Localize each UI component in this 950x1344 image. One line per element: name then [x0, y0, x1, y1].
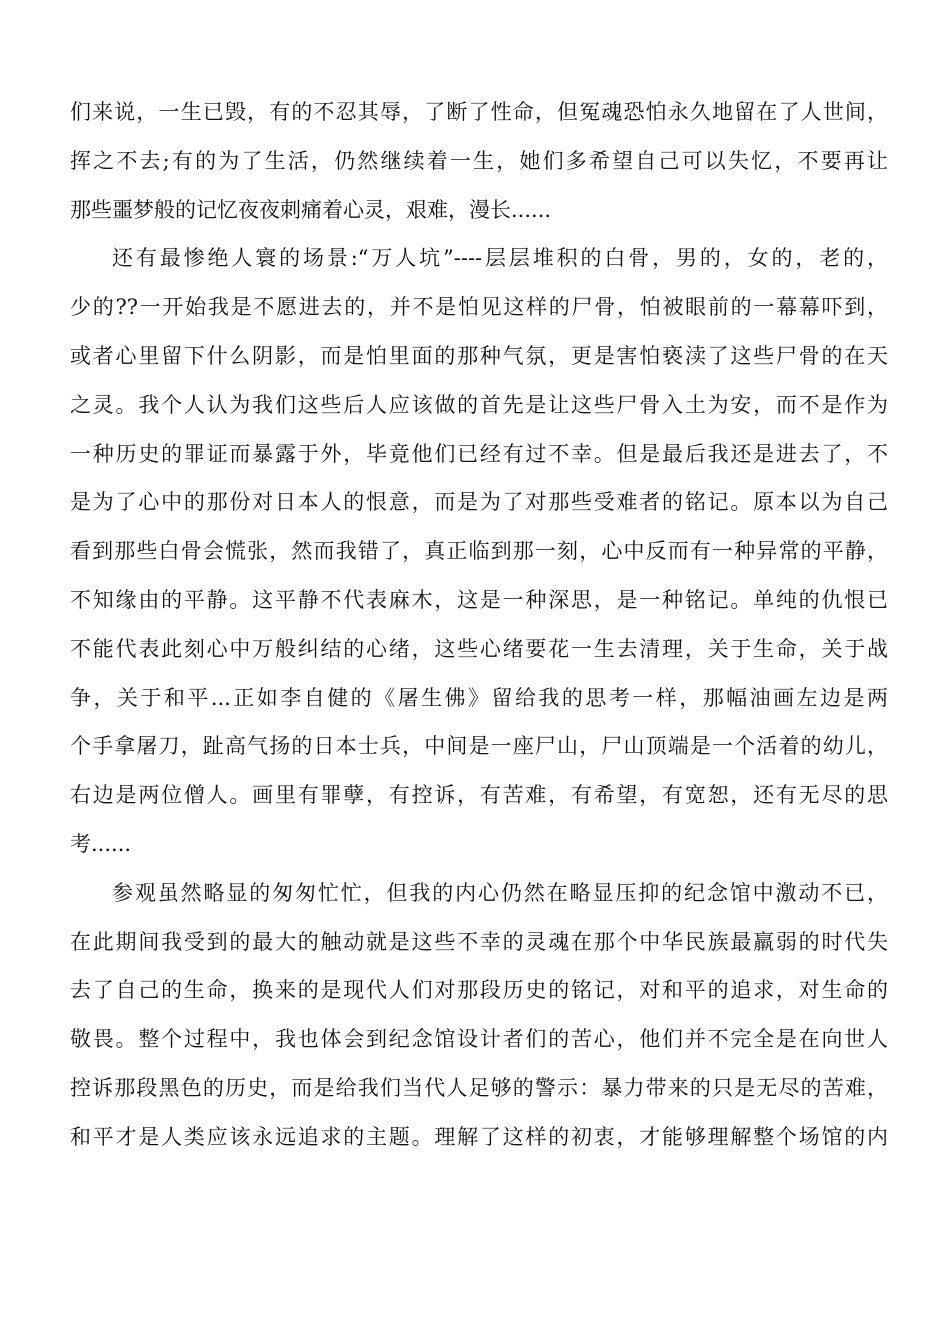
paragraph-1 [70, 88, 888, 234]
text-line: 少的??一开始我是不愿进去的，并不是怕见这样的尸骨，怕被眼前的一幕幕吓到， [70, 295, 888, 320]
text-line: 不知缘由的平静。这平静不代表麻木，这是一种深思，是一种铭记。单纯的仇恨已 [70, 587, 888, 612]
text-line: 去了自己的生命，换来的是现代人们对那段历史的铭记，对和平的追求，对生命的 [70, 978, 888, 1003]
text-line: 之灵。我个人认为我们这些后人应该做的首先是让这些尸骨入土为安，而不是作为 [70, 392, 888, 417]
text-line: 和平才是人类应该永远追求的主题。理解了这样的初衷，才能够理解整个场馆的内 [70, 1124, 888, 1149]
text-line: 敬畏。整个过程中，我也体会到纪念馆设计者们的苦心，他们并不完全是在向世人 [70, 1027, 888, 1052]
text-line: 是为了心中的那份对日本人的恨意，而是为了对那些受难者的铭记。原本以为自己 [70, 490, 888, 515]
text-line: 还有最惨绝人寰的场景:“万人坑”----层层堆积的白骨，男的，女的，老的， [112, 246, 888, 271]
paragraph-3 [70, 869, 888, 1162]
text-line: 考...... [70, 831, 132, 856]
text-line: 那些噩梦般的记忆夜夜刺痛着心灵，艰难，漫长...... [70, 197, 552, 222]
text-line: 或者心里留下什么阴影，而是怕里面的那种气氛，更是害怕亵渎了这些尸骨的在天 [70, 343, 888, 368]
paragraph-2 [70, 234, 888, 868]
text-line: 参观虽然略显的匆匆忙忙，但我的内心仍然在略显压抑的纪念馆中激动不已， [112, 880, 888, 905]
text-line: 控诉那段黑色的历史，而是给我们当代人足够的警示：暴力带来的只是无尽的苦难， [70, 1075, 888, 1100]
text-line: 看到那些白骨会慌张，然而我错了，真正临到那一刻，心中反而有一种异常的平静， [70, 539, 888, 564]
text-line: 在此期间我受到的最大的触动就是这些不幸的灵魂在那个中华民族最羸弱的时代失 [70, 929, 888, 954]
text-line: 不能代表此刻心中万般纠结的心绪，这些心绪要花一生去清理，关于生命，关于战 [70, 636, 888, 661]
text-line: 一种历史的罪证而暴露于外，毕竟他们已经有过不幸。但是最后我还是进去了，不 [70, 441, 888, 466]
document-page [70, 88, 888, 1162]
text-line: 挥之不去;有的为了生活，仍然继续着一生，她们多希望自己可以失忆，不要再让 [70, 148, 888, 173]
text-line: 个手拿屠刀，趾高气扬的日本士兵，中间是一座尸山，尸山顶端是一个活着的幼儿， [70, 734, 888, 759]
text-line: 们来说，一生已毁，有的不忍其辱，了断了性命，但冤魂恐怕永久地留在了人世间， [70, 100, 888, 124]
text-line: 右边是两位僧人。画里有罪孽，有控诉，有苦难，有希望，有宽恕，还有无尽的思 [70, 783, 888, 808]
text-line: 争，关于和平...正如李自健的《屠生佛》留给我的思考一样，那幅油画左边是两 [70, 685, 888, 710]
